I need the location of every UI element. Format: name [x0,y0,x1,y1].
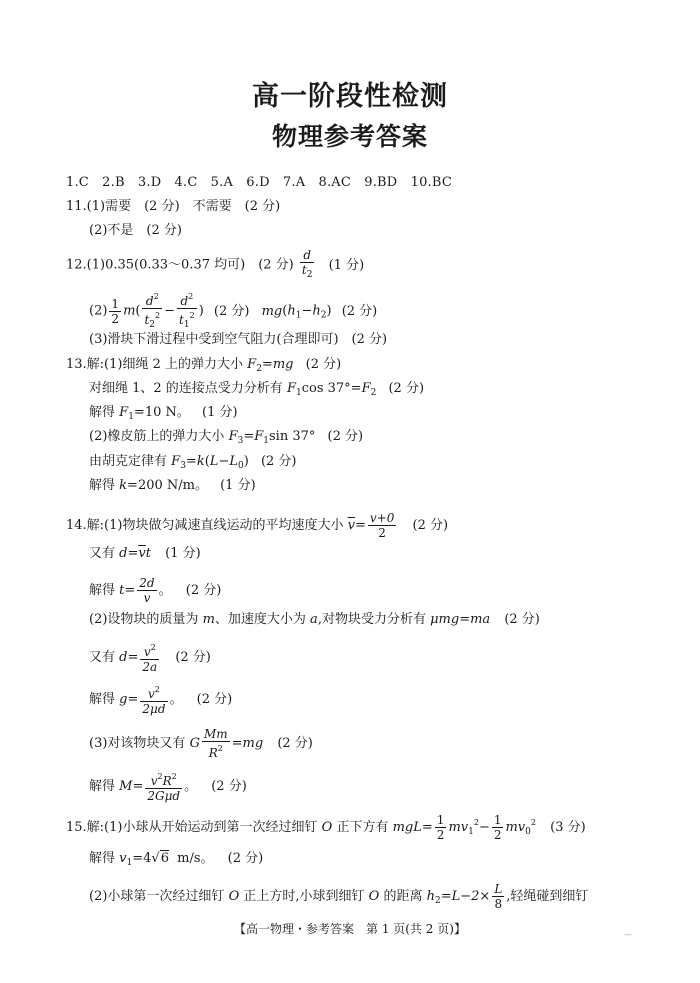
q14-line7: (3)对该物块又有 G $\frac{Mm}{R^2}$ =mg (2 分) [89,727,313,760]
q12-line2: (2) $\frac{1}{2}$ m( $\frac{d^2}{t_2^2}$ − $\frac{d^2}{t_1^2}$ ) (2 分) $mg(h_1-h_2)$ (2 分) [89,292,378,330]
half-fraction: $\frac{1}{2}$ [111,296,120,326]
q14-line5: 又有 d= $\frac{v^2}{2a}$ (2 分) [89,643,211,674]
mc-answers: 1.C 2.B 3.D 4.C 5.A 6.D 7.A 8.AC 9.BD 10.BC [66,175,453,190]
q13-line3: 解得 $F_1=10$ N。 (1 分) [89,405,238,422]
q14-a-fraction: $\frac{v+0}{2}$ [369,511,395,540]
q12-b-points2: (2 分) [341,303,378,319]
q12-a-fraction [300,248,315,282]
q12-line3: (3)滑块下滑过程中受到空气阻力(合理即可) (2 分) [89,332,388,347]
q14-f-fraction: $\frac{v^2}{2\mu d}$ [142,685,166,716]
q13-line4: (2)橡皮筋上的弹力大小 $F_3=F_1\sin$ 37° (2 分) [89,429,364,446]
q12-b-frac1: $\frac{d^2}{t_2^2}$ [144,292,161,330]
q14-line8: 解得 M= $\frac{v^2R^2}{\text{2Gμd}}$ 。 (2 分) [89,772,247,803]
q14-h-fraction: $\frac{v^2R^2}{\text{2Gμd}}$ [147,772,181,803]
q12-b-points1: (2 分) [213,303,250,319]
q15-line3: (2)小球第一次经过细钉 O 正上方时,小球到细钉 O 的距离 $h_2=L-2\times$ $\frac{L}{8}$ ,轻绳碰到细钉 [89,882,589,911]
q12-line1 [66,248,364,282]
q15-line1: 15.解:(1)小球从开始运动到第一次经过细钉 O 正下方有 mgL= $\frac{1}{2}$ $mv_1^2-$ $\frac{1}{2}$ $mv_0^2$ (3 分) [66,813,586,842]
fraction-numerator: d [300,248,315,263]
q12-a-points: (1 分) [328,257,365,273]
fraction-denominator: $t_2$ [301,263,313,280]
q12-a-text: 12.(1)0.35(0.33～0.37 均可) (2 分) [66,257,294,273]
q14-line6: 解得 g= $\frac{v^2}{2\mu d}$ 。 (2 分) [89,685,233,716]
q15-c-fraction: $\frac{L}{8}$ [494,882,503,911]
corner-mark: — [624,930,632,939]
q13-line2: 对细绳 1、2 的连接点受力分析有 $F_1\cos$ $37^\circ=F_2$ (2 分) [89,381,425,398]
q13-line1: 13.解:(1)细绳 2 上的弹力大小 $F_2=mg$ (2 分) [66,357,342,374]
q12-b-frac2: $\frac{d^2}{t_1^2}$ [179,292,195,330]
half-fraction: $\frac{1}{2}$ [493,813,502,842]
q12-b-label: (2) [89,303,108,319]
q13-line6: 解得 k=200 N/m。 (1 分) [89,478,256,493]
q14-line1: 14.解:(1)物块做匀减速直线运动的平均速度大小 $\overline{v}=$ $\frac{v+0}{2}$ (2 分) [66,511,449,540]
page-subtitle: 物理参考答案 [271,122,428,151]
sqrt-icon: √ [151,851,160,866]
q14-line3: 解得 t= $\frac{2d}{v}$ 。 (2 分) [89,576,222,605]
q14-line2: 又有 $d=\overline{v}t$ (1 分) [89,546,201,561]
q11-line1: 11.(1)需要 (2 分) 不需要 (2 分) [66,199,281,214]
page-footer: 【高一物理・参考答案 第 1 页(共 2 页)】 [234,922,466,936]
q14-c-fraction: $\frac{2d}{v}$ [139,576,155,605]
page-title: 高一阶段性检测 [252,81,448,112]
q13-line5: 由胡克定律有 $F_3=k(L-L_0)$ (2 分) [89,454,297,471]
q14-e-fraction: $\frac{v^2}{2a}$ [142,643,158,674]
q14-g-fraction: $\frac{Mm}{R^2}$ [203,727,228,760]
q15-line2: 解得 $v_1=4√6$ m/s。 (2 分) [89,851,264,868]
q11-line2: (2)不是 (2 分) [89,223,182,238]
half-fraction: $\frac{1}{2}$ [436,813,445,842]
q14-line4: (2)设物块的质量为 m、加速度大小为 a,对物块受力分析有 μmg=ma (2 分) [89,612,540,627]
